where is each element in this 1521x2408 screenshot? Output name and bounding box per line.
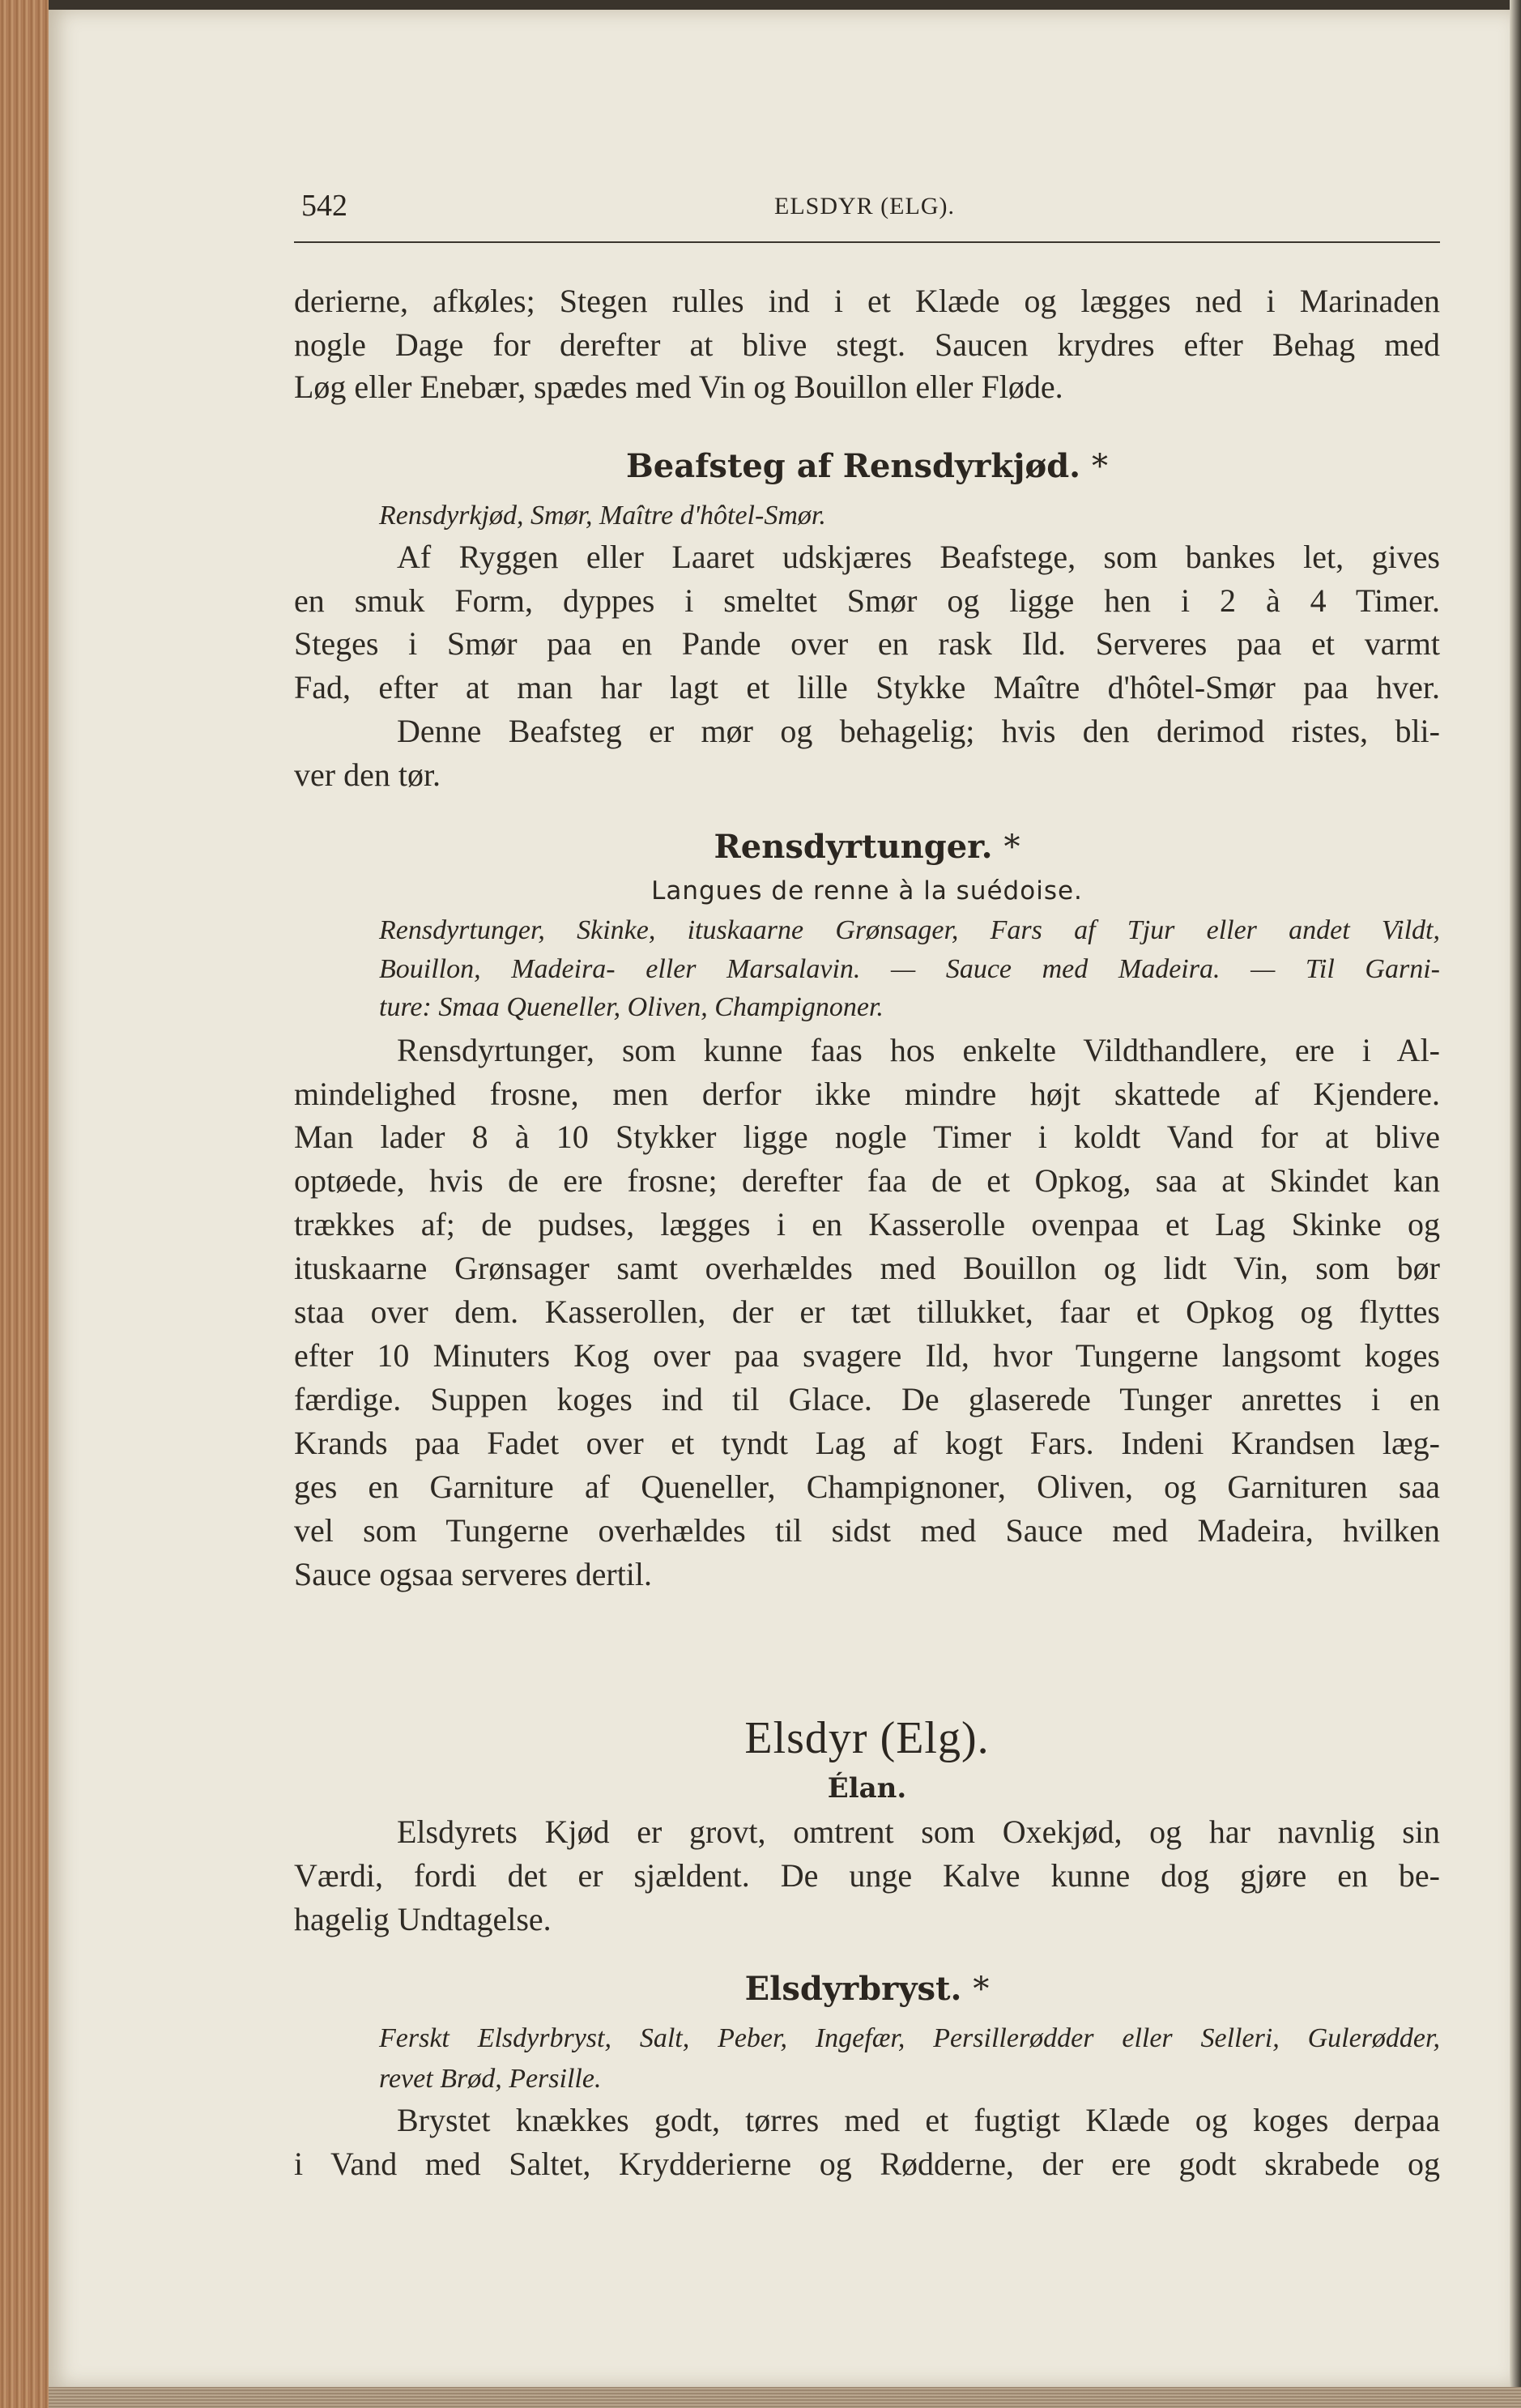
book-bottom-edge xyxy=(49,2387,1521,2408)
text-line: derierne, afkøles; Stegen rulles ind i et Klæde og lægges ned i Marinaden xyxy=(294,283,1440,319)
text-line: Sauce ogsaa serveres dertil. xyxy=(294,1556,653,1592)
recipe-title xyxy=(294,828,1440,866)
text-line: Elsdyrets Kjød er grovt, omtrent som Oxekjød, og har navnlig sin xyxy=(397,1813,1440,1850)
recipe-title-text: Elsdyrbryst. xyxy=(744,1970,962,2008)
text-line: Man lader 8 à 10 Stykker ligge nogle Timer i koldt Vand for at blive xyxy=(294,1119,1440,1155)
text-line: Brystet knækkes godt, tørres med et fugtigt Klæde og koges derpaa xyxy=(397,2102,1440,2138)
recipe-subtitle: Langues de renne à la suédoise. xyxy=(651,876,1083,906)
text-line: trækkes af; de pudses, lægges i en Kasserolle ovenpaa et Lag Skinke og xyxy=(294,1206,1440,1242)
text-line: en smuk Form, dyppes i smeltet Smør og ligge hen i 2 à 4 Timer. xyxy=(294,582,1440,619)
section-title: Elsdyr (Elg). xyxy=(744,1713,990,1763)
text-line: Løg eller Enebær, spædes med Vin og Bouillon eller Fløde. xyxy=(294,369,1063,405)
page-number: 542 xyxy=(301,189,347,223)
recipe-title-text: Beafsteg af Rensdyrkjød. xyxy=(625,447,1081,485)
text-line: Værdi, fordi det er sjældent. De unge Kalve kunne dog gjøre en be- xyxy=(294,1857,1440,1894)
ingredients-line: ture: Smaa Queneller, Oliven, Champignoner. xyxy=(379,992,884,1022)
book-top-edge xyxy=(0,0,1521,10)
book-page-edges xyxy=(0,0,49,2408)
text-line: optøede, hvis de ere frosne; derefter faa de et Opkog, saa at Skindet kan xyxy=(294,1162,1440,1199)
text-line: ituskaarne Grønsager samt overhældes med Bouillon og lidt Vin, som bør xyxy=(294,1250,1440,1286)
text-line: færdige. Suppen koges ind til Glace. De glaserede Tunger anrettes i en xyxy=(294,1381,1440,1417)
text-line: Rensdyrtunger, som kunne faas hos enkelte Vildthandlere, ere i Al- xyxy=(397,1032,1440,1068)
star-mark: * xyxy=(973,1971,990,2008)
text-line: staa over dem. Kasserollen, der er tæt tillukket, faar et Opkog og flyttes xyxy=(294,1294,1440,1330)
text-line: mindelighed frosne, men derfor ikke mindre højt skattede af Kjendere. xyxy=(294,1076,1440,1112)
text-line: Denne Beafsteg er mør og behagelig; hvis den derimod ristes, bli- xyxy=(397,713,1440,749)
ingredients-line: revet Brød, Persille. xyxy=(379,2064,602,2094)
text-line: Steges i Smør paa en Pande over en rask Ild. Serveres paa et varmt xyxy=(294,625,1440,662)
recipe-title xyxy=(294,1970,1440,2008)
ingredients-line: Rensdyrkjød, Smør, Maître d'hôtel-Smør. xyxy=(379,501,826,531)
recipe-title xyxy=(294,447,1440,485)
text-line: hagelig Undtagelse. xyxy=(294,1901,552,1937)
text-line: nogle Dage for derefter at blive stegt. Saucen krydres efter Behag med xyxy=(294,326,1440,363)
text-line: vel som Tungerne overhældes til sidst med Sauce med Madeira, hvilken xyxy=(294,1512,1440,1549)
book-right-edge xyxy=(1510,0,1521,2408)
book-page xyxy=(49,10,1510,2387)
star-mark: * xyxy=(1092,448,1109,485)
text-line: ver den tør. xyxy=(294,756,441,793)
running-title: ELSDYR (ELG). xyxy=(774,193,955,219)
ingredients-line: Bouillon, Madeira- eller Marsalavin. — Sauce med Madeira. — Til Garni- xyxy=(379,954,1440,984)
recipe-title-text: Rensdyrtunger. xyxy=(714,828,993,866)
star-mark: * xyxy=(1003,829,1020,866)
ingredients-line: Ferskt Elsdyrbryst, Salt, Peber, Ingefær, Persillerødder eller Selleri, Gulerødder, xyxy=(379,2023,1440,2053)
text-line: Krands paa Fadet over et tyndt Lag af kogt Fars. Indeni Krandsen læg- xyxy=(294,1425,1440,1461)
header-rule xyxy=(294,241,1440,243)
text-line: i Vand med Saltet, Krydderierne og Rødderne, der ere godt skrabede og xyxy=(294,2146,1440,2182)
text-line: ges en Garniture af Queneller, Champignoner, Oliven, og Garnituren saa xyxy=(294,1468,1440,1505)
text-line: Af Ryggen eller Laaret udskjæres Beafstege, som bankes let, gives xyxy=(397,539,1440,575)
ingredients-line: Rensdyrtunger, Skinke, ituskaarne Grønsager, Fars af Tjur eller andet Vildt, xyxy=(379,915,1440,945)
section-subtitle: Élan. xyxy=(827,1772,907,1805)
text-line: efter 10 Minuters Kog over paa svagere Ild, hvor Tungerne langsomt koges xyxy=(294,1337,1440,1374)
text-line: Fad, efter at man har lagt et lille Stykke Maître d'hôtel-Smør paa hver. xyxy=(294,669,1440,705)
